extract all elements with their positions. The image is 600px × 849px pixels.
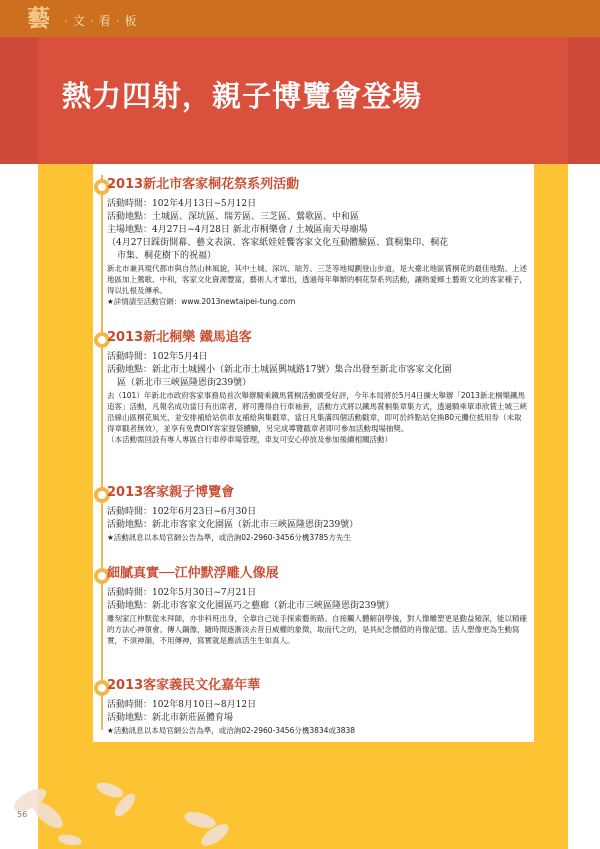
event-time: 活動時間：102年5月4日 (107, 352, 208, 362)
event-section (107, 176, 527, 307)
column-char-1: 文 (72, 14, 86, 28)
event-time: 活動時間：102年8月10日∼8月12日 (107, 700, 257, 710)
event-section (107, 677, 527, 736)
flower-decoration (0, 760, 250, 849)
event-time: 活動時間：102年5月30日∼7月21日 (107, 588, 257, 598)
event-title: 細膩真實──江仲默浮雕人像展 (107, 566, 279, 581)
event-time: 活動時間：102年6月23日∼6月30日 (107, 507, 257, 517)
event-title: 2013客家親子博覽會 (107, 485, 235, 500)
event-title: 2013客家義民文化嘉年華 (107, 678, 261, 693)
column-logo: 藝 (27, 5, 50, 32)
event-website-note: ★詳情請至活動官網：www.2013newtaipei-tung.com (107, 297, 296, 306)
event-title: 2013新北市客家桐花祭系列活動 (107, 177, 300, 192)
event-time: 活動時間：102年4月13日∼5月12日 (107, 199, 257, 209)
event-contact-note: ★活動訊息以本局官網公告為準，或洽詢02-2960-3456分機3785方先生 (107, 533, 351, 542)
event-location: 活動地點：新北市土城國小（新北市土城區興城路17號）集合出發至新北市客家文化園 (107, 365, 452, 375)
event-section (107, 484, 527, 543)
event-location: 活動地點：土城區、深坑區、瑞芳區、三芝區、鶯歌區、中和區 (107, 212, 360, 222)
page-number: 56 (17, 810, 28, 819)
header-bar (0, 0, 600, 37)
event-description: 雕刻家江仲默從未拜師，亦非科班出身，全靠自己徒手探索藝術路。自接觸人體解剖學後，對人像雕塑更是勤益頻深，能以精確的方法心神領會。傳人鋼像，隨時間逐漸淡去昔日威權的象徵，取而代之的，是具紀念價值的肖像記憶。活人塑像更為生動寫實，不須神韻，不用傳神，寫實就是應該活生生如真人。 (107, 614, 527, 645)
column-name: · 文 · 看 · 板 (64, 14, 138, 28)
event-section (107, 329, 527, 445)
timeline-line (101, 175, 103, 730)
event-contact-note: ★活動訊息以本局官網公告為準，或洽詢02-2960-3456分機3834或3838 (107, 726, 356, 735)
event-program: （4月27日踩街開幕、藝文表演、客家紙娃娃饗客家文化互動體驗區、賞桐集印、桐花 (107, 238, 449, 248)
event-location: 活動地點：新北市客家文化園區巧之藝廊（新北市三峽區隆恩街239號） (107, 601, 395, 611)
event-description: 去（101）年新北市政府客家事務局首次舉辦騎乘鐵馬賞桐活動廣受好評，今年本局將於5月4日擴大舉辦「2013新北桐樂鐵馬追客」活動，凡報名成功當日有出席者，將可獲得自行車袖套，活動方式將以鐵馬賞桐集章集方式，透過騎乘單車欣賞土城三峽沿線山區桐花風光，並安排補給站供車友補給與集戳章，當日凡集滿四個活動戳章，即可於終點站兌換80元攤位抵用券（未取得章戳者無效），並享有免費DIY客家提袋體驗，另完成導覽戳章者即可參加活動現場抽獎。 (107, 391, 527, 433)
event-parking-note: （本活動需回設有專人專區自行車停車場管理，車友可安心停放及參加後續相關活動） (107, 435, 392, 444)
event-location: 活動地點：新北市客家文化園區（新北市三峽區隆恩街239號） (107, 520, 359, 530)
page-title: 熱力四射，親子博覽會登場 (62, 79, 423, 113)
event-location-cont: 區（新北市三峽區隆恩街239號） (117, 378, 252, 388)
event-program-cont: 市集、桐花樹下的祝福） (117, 251, 217, 261)
column-char-2: 看 (98, 14, 112, 28)
event-main-venue: 主場地點：4月27日∼4月28日 新北市桐樂會 / 土城區南天母廟場 (107, 225, 368, 235)
event-section (107, 565, 527, 646)
column-char-3: 板 (124, 14, 138, 28)
event-description: 新北市兼具現代都市與自然山林風貌，其中土城、深坑、瑞芳、三芝等地規劃登山步道，是大臺北地區賞桐花的最佳地點。上述地區加上鶯歌、中和，客家文化資源豐富，藝術人才輩出，透過每年舉辦的桐花祭系列活動，讓熱愛鄉土藝術文化的客家種子，得以扎根及傳承。 (107, 264, 527, 295)
event-location: 活動地點：新北市新莊區體育場 (107, 713, 234, 723)
event-title: 2013新北桐樂 鐵馬追客 (107, 330, 252, 345)
